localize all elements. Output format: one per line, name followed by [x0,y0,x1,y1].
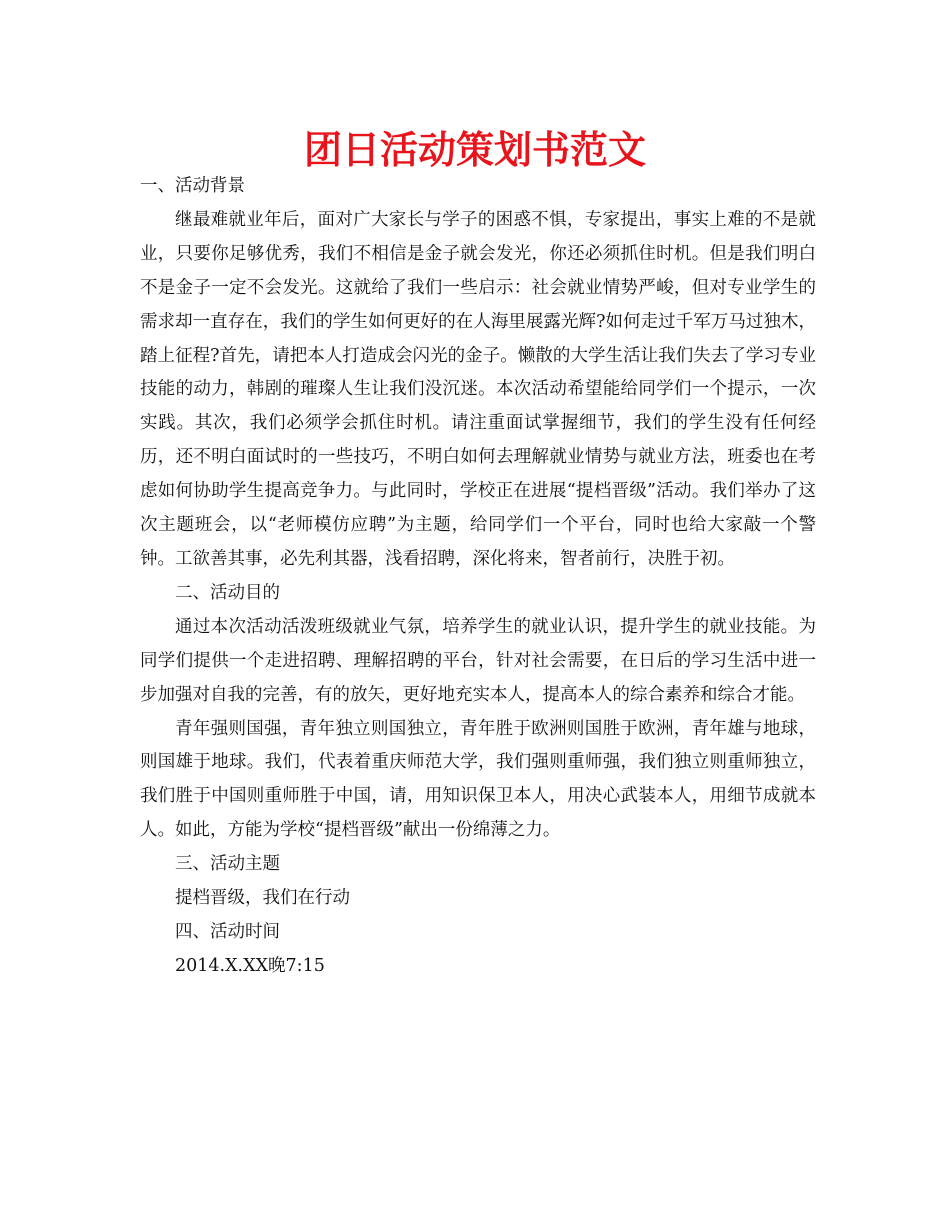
paragraph-purpose-1: 通过本次活动活泼班级就业气氛，培养学生的就业认识，提升学生的就业技能。为同学们提供一个走进招聘、理解招聘的平台，针对社会需要，在日后的学习生活中进一步加强对自我的完善，有的放矢，更好地充实本人，提高本人的综合素养和综合才能。 [140,616,816,705]
theme-text: 提档晋级，我们在行动 [175,888,350,909]
section-heading-time: 四、活动时间 [175,921,280,942]
section-heading-background: 一、活动背景 [140,176,245,196]
document-body [140,170,816,984]
section-heading-theme: 三、活动主题 [175,854,280,875]
paragraph-background: 继最难就业年后，面对广大家长与学子的困惑不惧，专家提出，事实上难的不是就业，只要你足够优秀，我们不相信是金子就会发光，你还必须抓住时机。但是我们明白不是金子一定不会发光。这就给了我们一些启示：社会就业情势严峻，但对专业学生的需求却一直存在，我们的学生如何更好的在人海里展露光辉?如何走过千军万马过独木，踏上征程?首先，请把本人打造成会闪光的金子。懒散的大学生活让我们失去了学习专业技能的动力，韩剧的璀璨人生让我们没沉迷。本次活动希望能给同学们一个提示，一次实践。其次，我们必须学会抓住时机。请注重面试掌握细节，我们的学生没有任何经历，还不明白面试时的一些技巧，不明白如何去理解就业情势与就业方法，班委也在考虑如何协助学生提高竞争力。与此同时，学校正在进展“提档晋级”活动。我们举办了这次主题班会，以“老师模仿应聘”为主题，给同学们一个平台，同时也给大家敲一个警钟。工欲善其事，必先利其器，浅看招聘，深化将来，智者前行，决胜于初。 [140,209,816,569]
time-text: 2014.X.XX晚7:15 [175,955,325,976]
section-heading-purpose: 二、活动目的 [175,582,280,603]
paragraph-purpose-2: 青年强则国强，青年独立则国独立，青年胜于欧洲则国胜于欧洲，青年雄与地球，则国雄于地球。我们，代表着重庆师范大学，我们强则重师强，我们独立则重师独立，我们胜于中国则重师胜于中国，请，用知识保卫本人，用决心武装本人，用细节成就本人。如此，方能为学校“提档晋级”献出一份绵薄之力。 [140,718,816,841]
document-title: 团日活动策划书范文 [303,128,646,172]
